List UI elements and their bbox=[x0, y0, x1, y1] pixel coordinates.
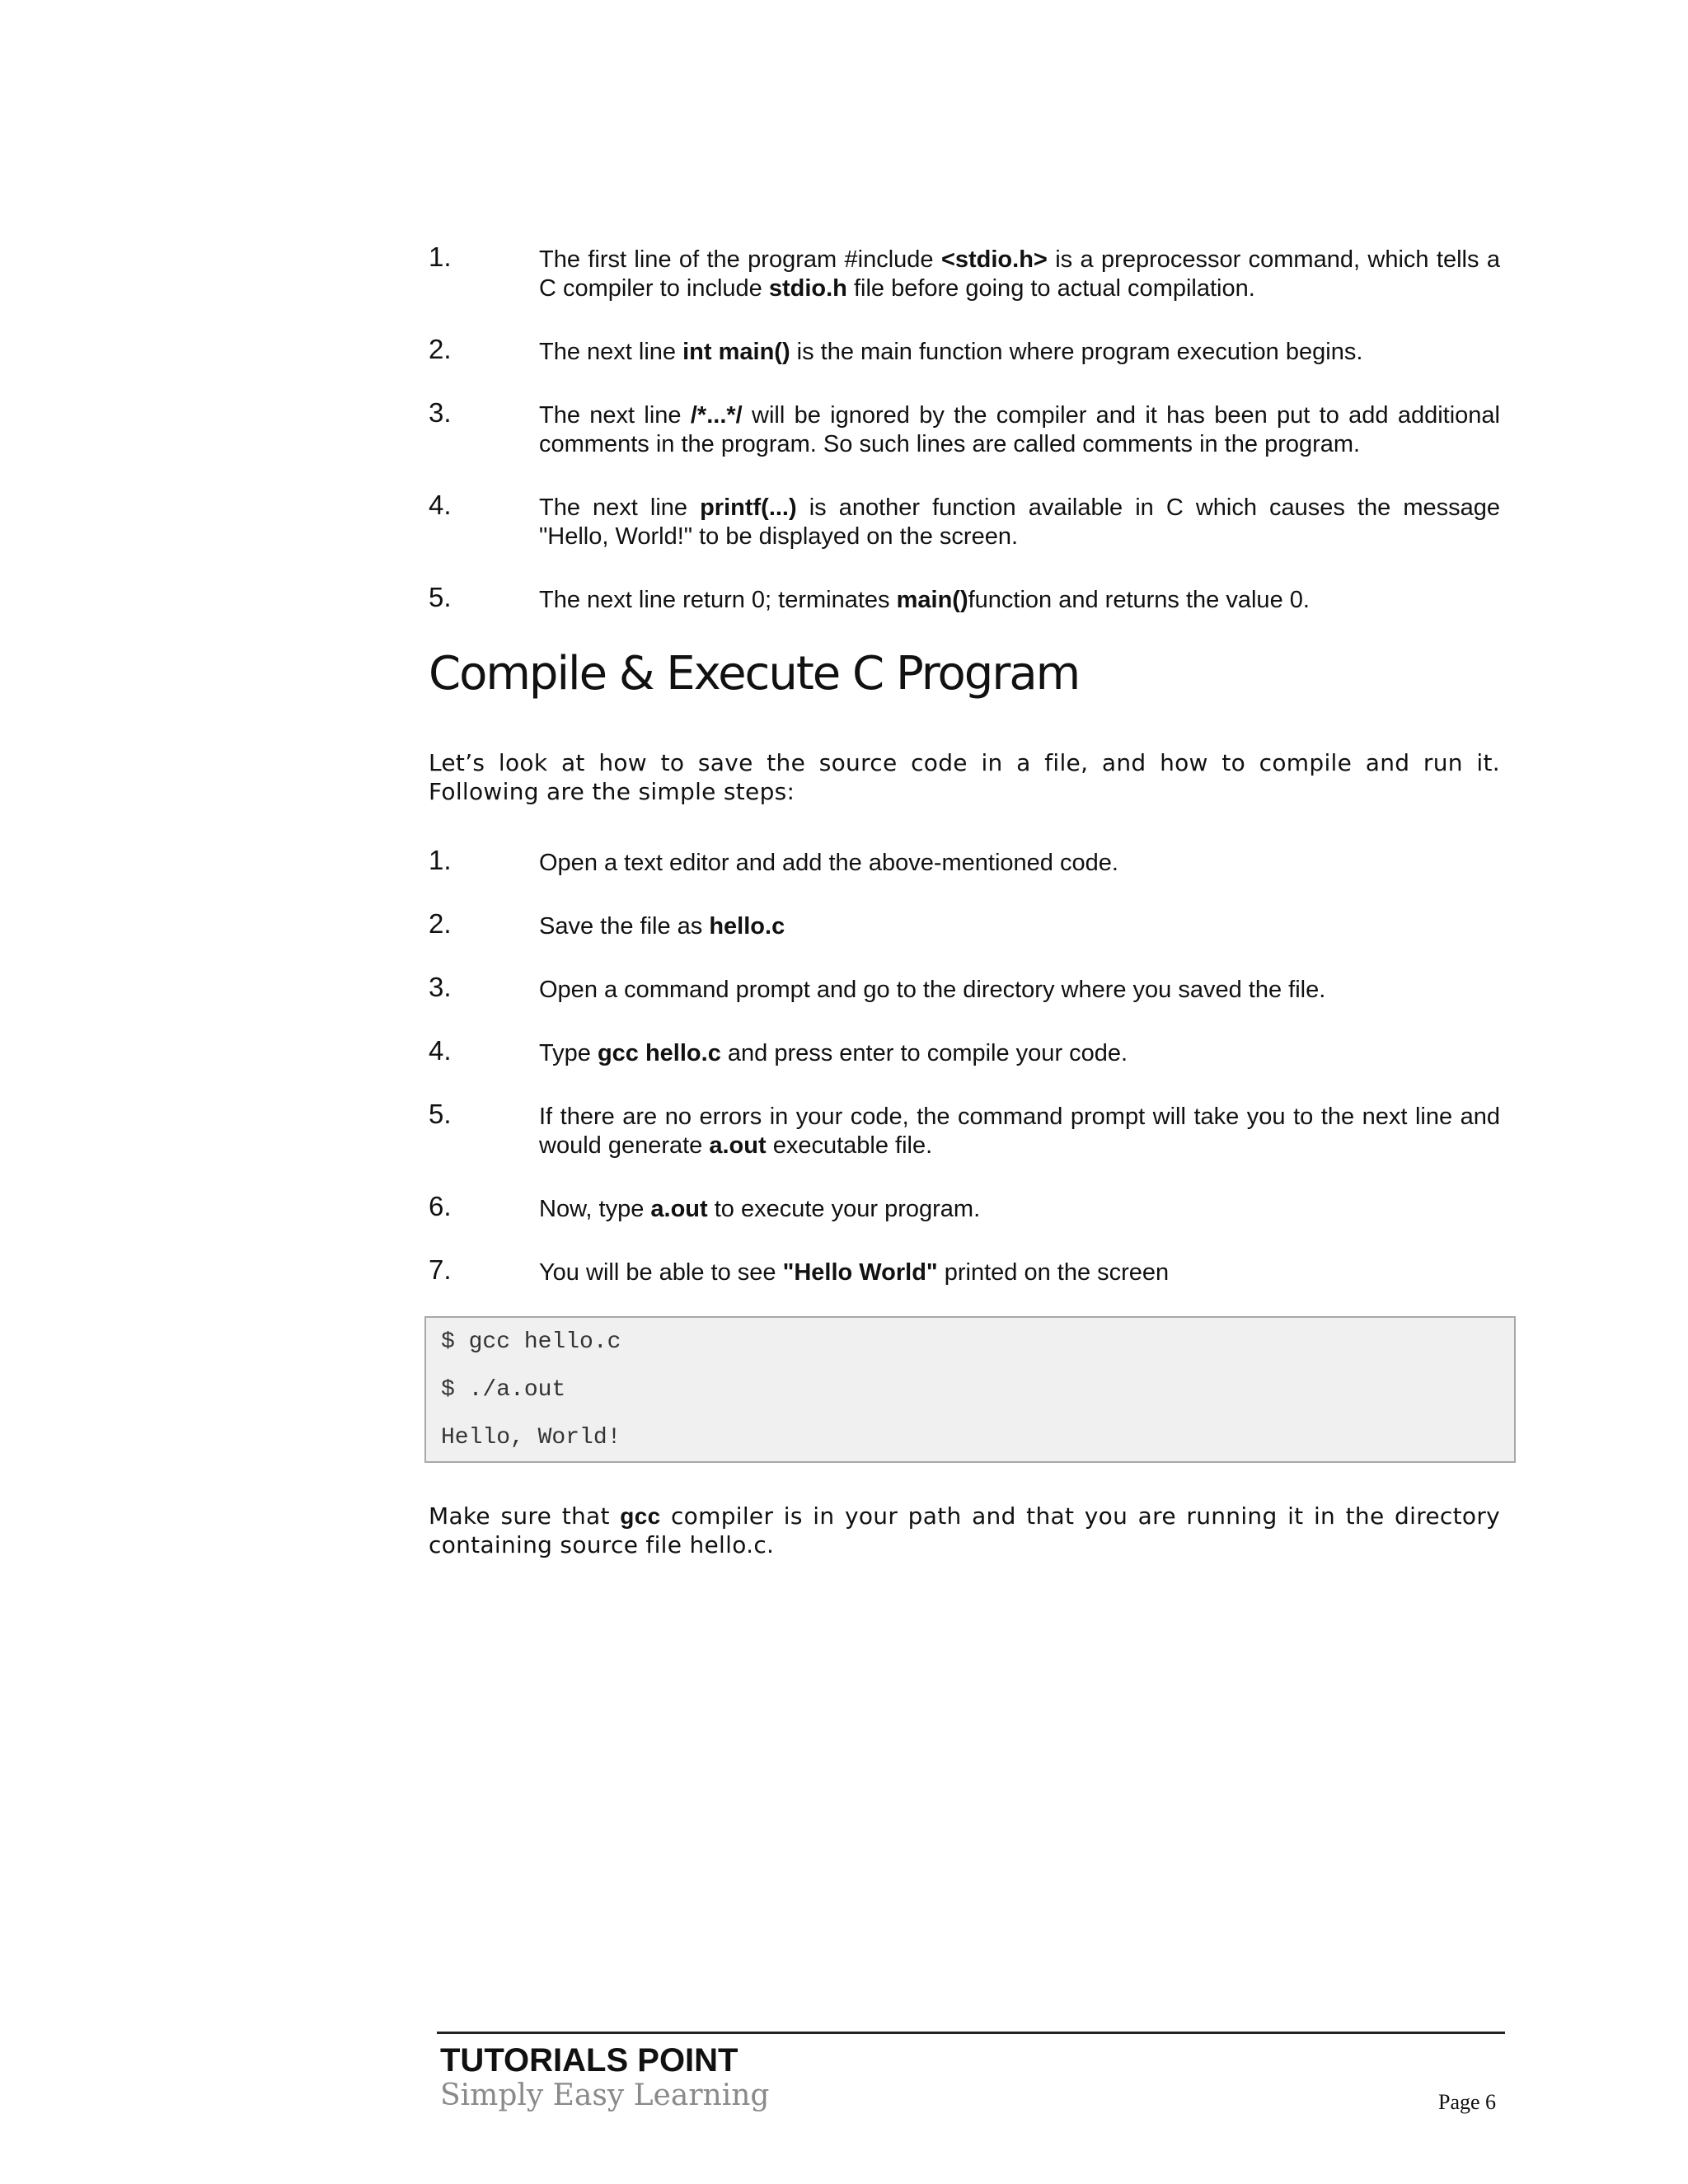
text-run: The first line of the program #include bbox=[539, 246, 941, 273]
text-run: The next line bbox=[539, 339, 683, 365]
code-line: $ gcc hello.c bbox=[441, 1329, 621, 1355]
text-run: to execute your program. bbox=[707, 1196, 981, 1222]
list-item bbox=[429, 1035, 1500, 1068]
bold-text: a.out bbox=[709, 1132, 767, 1159]
closing-paragraph bbox=[429, 1502, 1500, 1559]
list-item bbox=[429, 1254, 1500, 1287]
list-item bbox=[429, 845, 1500, 878]
text-run: Now, type bbox=[539, 1196, 651, 1222]
text-run: Type bbox=[539, 1040, 598, 1066]
text-run: function and returns the value 0. bbox=[968, 587, 1310, 613]
bold-text: gcc bbox=[620, 1503, 661, 1529]
list-item bbox=[429, 908, 1500, 941]
bold-text: a.out bbox=[650, 1196, 708, 1222]
text-run: is a preprocessor command, which tells a C compiler to include bbox=[539, 246, 1500, 302]
text-run: Open a command prompt and go to the directory where you saved the file. bbox=[539, 977, 1326, 1003]
bold-text: gcc hello.c bbox=[597, 1040, 721, 1066]
steps-list bbox=[429, 845, 1500, 1322]
list-item bbox=[429, 241, 1500, 303]
bold-text: int main() bbox=[682, 339, 790, 365]
section-heading: Compile & Execute C Program bbox=[429, 647, 1080, 701]
text-run: If there are no errors in your code, the command prompt will take you to the next line and would generate bbox=[539, 1104, 1500, 1159]
list-item bbox=[429, 1099, 1500, 1160]
list-number: 3. bbox=[429, 397, 452, 428]
list-item bbox=[429, 397, 1501, 459]
list-number: 4. bbox=[429, 490, 452, 520]
footer-divider bbox=[437, 2032, 1505, 2034]
text-run: is the main function where program execution begins. bbox=[790, 339, 1363, 365]
intro-paragraph: Let’s look at how to save the source code in a file, and how to compile and run it. Following are the simple steps: bbox=[429, 749, 1500, 805]
bold-text: /*...*/ bbox=[690, 402, 743, 429]
list-number: 4. bbox=[429, 1035, 452, 1066]
text-run: Save the file as bbox=[539, 913, 710, 940]
list-number: 6. bbox=[429, 1191, 452, 1221]
list-item bbox=[429, 1191, 1500, 1224]
footer-tagline: Simply Easy Learning bbox=[440, 2079, 770, 2112]
list-number: 3. bbox=[429, 972, 452, 1002]
list-item bbox=[429, 490, 1500, 551]
page-number: Page 6 bbox=[1438, 2090, 1497, 2114]
code-line: $ ./a.out bbox=[441, 1377, 566, 1403]
list-item bbox=[429, 582, 1500, 615]
code-block bbox=[424, 1316, 1516, 1463]
list-number: 2. bbox=[429, 908, 452, 939]
text-run: executable file. bbox=[766, 1132, 933, 1159]
bold-text: printf(...) bbox=[700, 494, 797, 521]
list-number: 7. bbox=[429, 1254, 452, 1285]
bold-text: stdio.h bbox=[768, 275, 847, 302]
bold-text: <stdio.h> bbox=[940, 246, 1048, 273]
text-run: The next line bbox=[539, 402, 691, 429]
explanation-list bbox=[429, 241, 1501, 649]
list-number: 5. bbox=[429, 582, 452, 612]
text-run: Open a text editor and add the above-mentioned code. bbox=[539, 850, 1118, 876]
text-run: printed on the screen bbox=[937, 1259, 1170, 1286]
list-number: 1. bbox=[429, 845, 452, 875]
list-number: 5. bbox=[429, 1099, 452, 1129]
text-run: and press enter to compile your code. bbox=[720, 1040, 1128, 1066]
text-run: You will be able to see bbox=[539, 1259, 783, 1286]
text-run: The next line return 0; terminates bbox=[539, 587, 897, 613]
bold-text: "Hello World" bbox=[782, 1259, 938, 1286]
text-run: Make sure that bbox=[429, 1502, 621, 1530]
bold-text: main() bbox=[896, 587, 968, 613]
list-item bbox=[429, 334, 1500, 367]
list-number: 1. bbox=[429, 241, 452, 272]
bold-text: hello.c bbox=[709, 913, 785, 940]
text-run: is another function available in C which causes the message "Hello, World!" to be displayed on the screen. bbox=[539, 494, 1500, 550]
text-run: compiler is in your path and that you are running it in the directory containing source file hello.c. bbox=[429, 1502, 1500, 1558]
list-number: 2. bbox=[429, 334, 452, 364]
list-item bbox=[429, 972, 1500, 1005]
footer-brand: TUTORIALS POINT bbox=[440, 2042, 738, 2079]
text-run: will be ignored by the compiler and it has been put to add additional comments in the program. So such lines are called comments in the program. bbox=[539, 402, 1501, 457]
text-run: file before going to actual compilation. bbox=[846, 275, 1255, 302]
code-line: Hello, World! bbox=[441, 1425, 621, 1451]
text-run: The next line bbox=[539, 494, 701, 521]
